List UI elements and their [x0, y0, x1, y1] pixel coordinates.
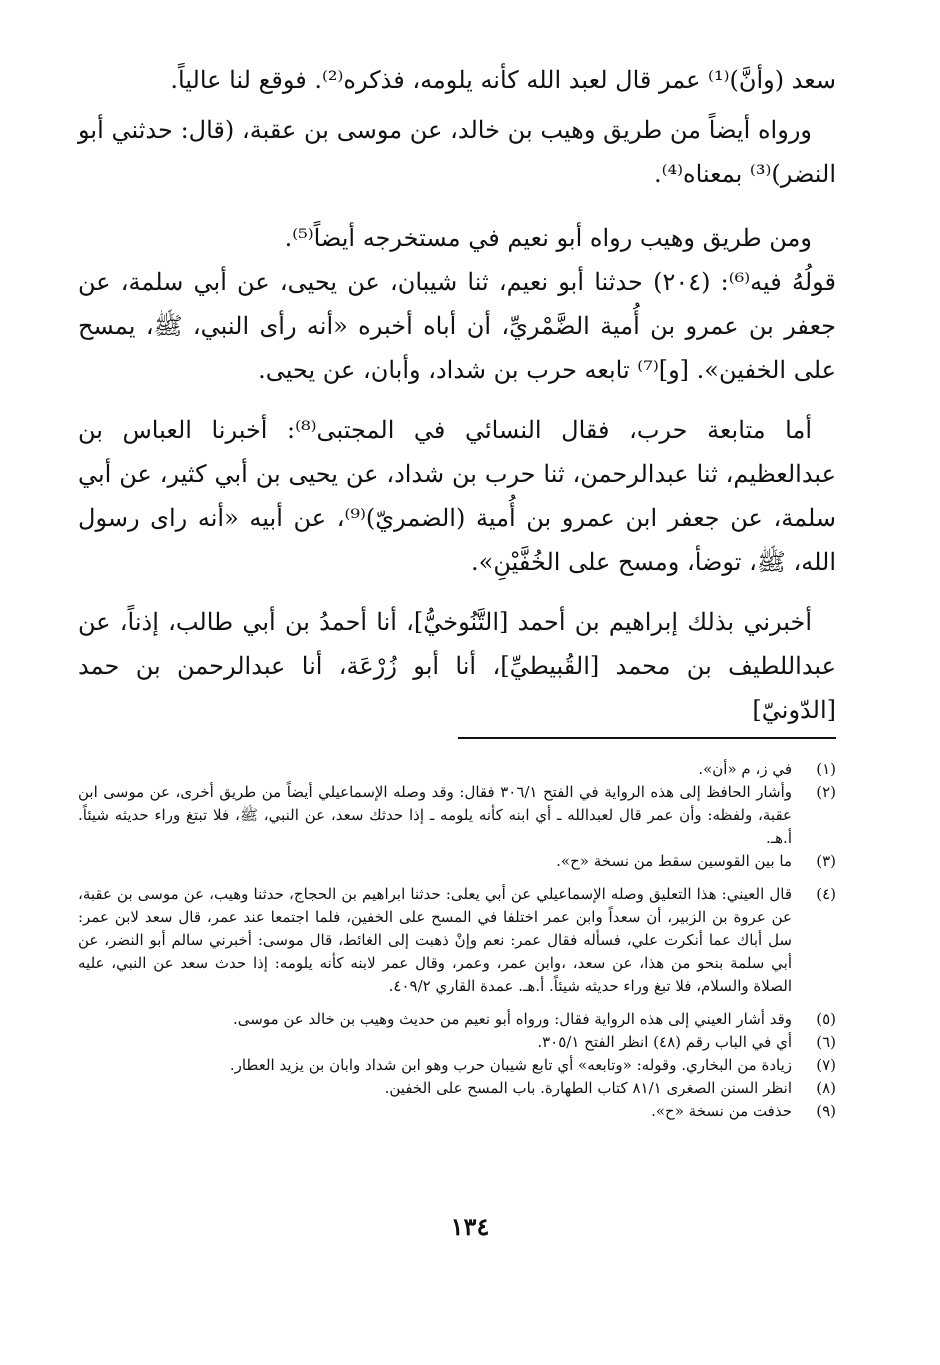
- footnote-9: [78, 1100, 836, 1123]
- footnote-number: (٢): [816, 783, 836, 801]
- footnote-divider: [458, 737, 836, 739]
- paragraph-4: قولُهُ فيه⁽⁶⁾: (٢٠٤) حدثنا أبو نعيم، ثنا شيبان، عن يحيى، عن أبي سلمة، عن جعفر بن عمرو بن أُمية الضَّمْريِّ، أن أباه أخبره «أنه رأى النبي، ﷺ، يمسح على الخفين». [و]⁽⁷⁾ تابعه حرب بن شداد، وأبان، عن يحيى.: [78, 268, 836, 384]
- footnote-text: حذفت من نسخة «ح».: [651, 1102, 792, 1120]
- footnote-text: أي في الباب رقم (٤٨) انظر الفتح ٣٠٥/١.: [537, 1033, 792, 1051]
- footnote-text: انظر السنن الصغرى ٨١/١ كتاب الطهارة. باب المسح على الخفين.: [384, 1079, 792, 1097]
- footnote-number: (٥): [816, 1010, 836, 1028]
- paragraph-6: أخبرني بذلك إبراهيم بن أحمد [التَّنُوخيُّ]، أنا أحمدُ بن أبي طالب، إذناً، عن عبداللطيف بن محمد [القُبيطيِّ]، أنا أبو زُرْعَة، أنا عبدالرحمن بن حمد [الدّونيّ]: [78, 608, 836, 724]
- main-text: [78, 58, 836, 732]
- paragraph-3: ومن طريق وهيب رواه أبو نعيم في مستخرجه أيضاً⁽⁵⁾.: [284, 224, 812, 252]
- footnote-2: [78, 781, 836, 850]
- footnote-number: (٤): [816, 885, 836, 903]
- footnote-number: (٦): [816, 1033, 836, 1051]
- footnote-1: [78, 758, 836, 781]
- footnote-6: [78, 1031, 836, 1054]
- footnote-8: [78, 1077, 836, 1100]
- footnote-number: (٧): [816, 1056, 836, 1074]
- footnote-3: [78, 850, 836, 873]
- page-number: ١٣٤: [450, 1212, 490, 1241]
- footnote-5: [78, 1008, 836, 1031]
- footnote-7: [78, 1054, 836, 1077]
- footnote-number: (١): [816, 760, 836, 778]
- footnote-number: (٨): [816, 1079, 836, 1097]
- footnote-4: [78, 883, 836, 998]
- footnote-text: وقد أشار العيني إلى هذه الرواية فقال: ورواه أبو نعيم من حديث وهيب بن خالد عن موسى.: [232, 1010, 792, 1028]
- footnote-text: وأشار الحافظ إلى هذه الرواية في الفتح ٣٠٦/١ فقال: وقد وصله الإسماعيلي أيضاً من طريق أخرى، عن موسى ابن عقبة، ولفظه: وأن عمر قال لعبدالله ـ أي ابنه كأنه يلومه ـ إذا حدثك سعد، عن النبي، ﷺ، فلا تبتغ وراء حديثه شيئاً. أ.هـ.: [78, 783, 792, 847]
- footnote-text: زيادة من البخاري. وقوله: «وتابعه» أي تابع شيبان حرب وهو ابن شداد وابان بن يزيد العطار.: [229, 1056, 792, 1074]
- paragraph-5: أما متابعة حرب، فقال النسائي في المجتبى⁽⁸⁾: أخبرنا العباس بن عبدالعظيم، ثنا عبدالرحمن، ثنا حرب بن شداد، عن يحيى بن أبي كثير، عن أبي سلمة، عن جعفر ابن عمرو بن أُمية (الضمريّ)⁽⁹⁾، عن أبيه «أنه راى رسول الله، ﷺ، توضأ، ومسح على الخُفَّيْنِ».: [78, 416, 836, 576]
- footnote-text: في ز، م «أن».: [698, 760, 792, 778]
- footnote-number: (٣): [816, 852, 836, 870]
- footnote-text: ما بين القوسين سقط من نسخة «ح».: [556, 852, 792, 870]
- paragraph-2: ورواه أيضاً من طريق وهيب بن خالد، عن موسى بن عقبة، (قال: حدثني أبو النضر)⁽³⁾ بمعناه⁽⁴⁾.: [78, 116, 836, 188]
- paragraph-1: سعد (وأنَّ)⁽¹⁾ عمر قال لعبد الله كأنه يلومه، فذكره⁽²⁾. فوقع لنا عالياً.: [170, 66, 836, 94]
- footnotes: [78, 758, 836, 1123]
- footnote-number: (٩): [816, 1102, 836, 1120]
- footnote-text: قال العيني: هذا التعليق وصله الإسماعيلي عن أبي يعلى: حدثنا ابراهيم بن الحجاج، حدثنا وهيب، عن موسى بن عقبة، عن عروة بن الزبير، أن سعداً وابن عمر اختلفا في المسح على الخفين، فلما اجتمعا عند عمر، قال سعد لابن عمر: سل أباك عما أنكرت علي، فسأله فقال عمر: نعم وإنْ ذهبت إلى الغائط، قال موسى: أخبرني سالم أبو النضر، عن أبي سلمة بنحو من هذا، عن سعد، ،وابن عمر، وعمر، وقال عمر لابنه كأنه يلومه: إذا حدث سعد عن النبي، عليه الصلاة والسلام، فلا تبغ وراء حديثه شيئاً. أ.هـ. عمدة القاري ٤٠٩/٢.: [78, 885, 792, 995]
